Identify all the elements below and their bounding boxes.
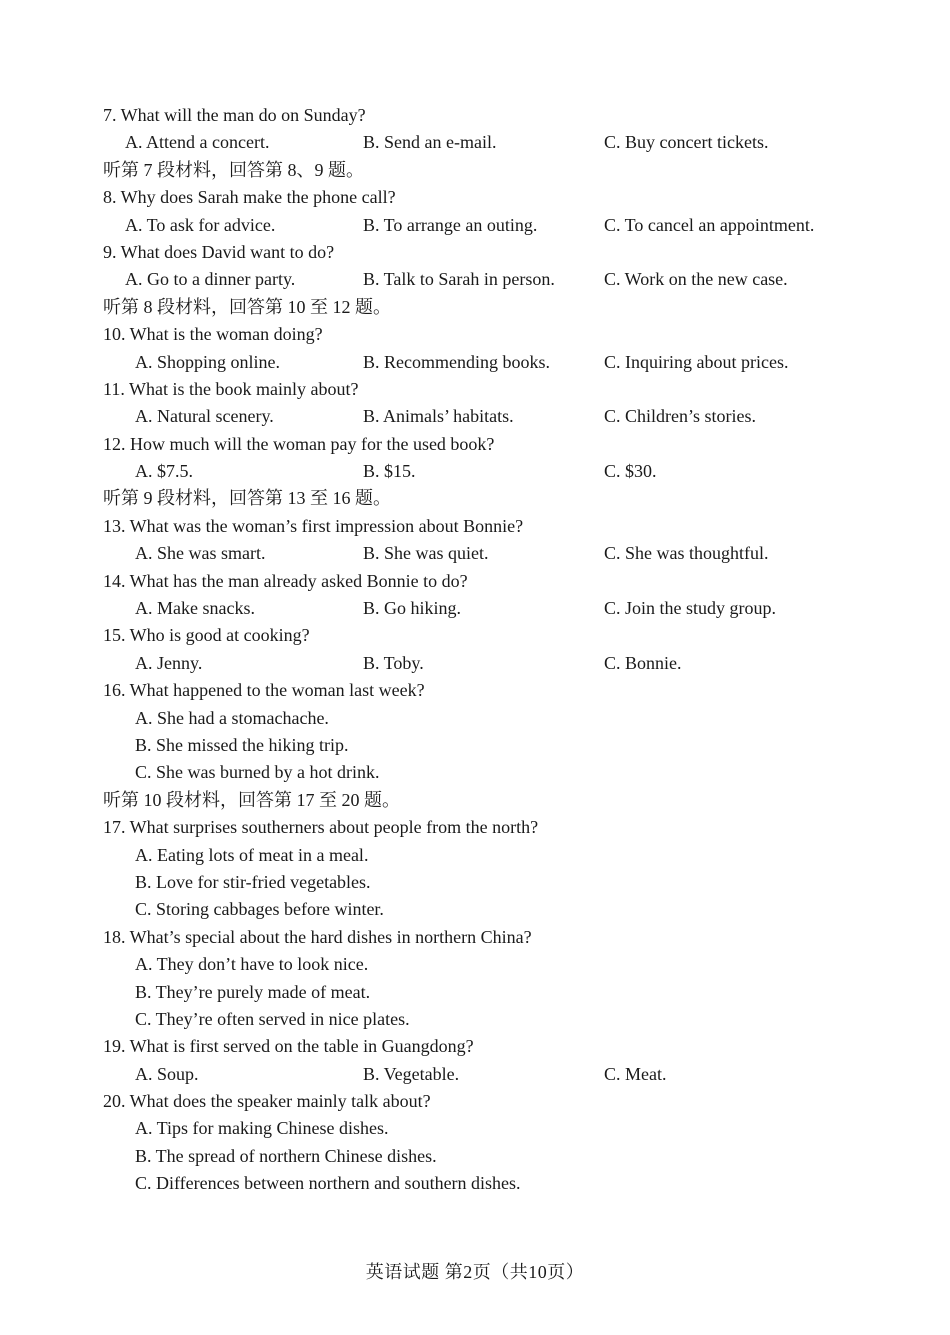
option-a: A. Attend a concert. xyxy=(125,132,270,153)
option-item: B. Love for stir-fried vegetables. xyxy=(135,871,371,892)
option-item: C. She was burned by a hot drink. xyxy=(135,762,380,783)
option-item: C. Differences between northern and southern dishes. xyxy=(135,1173,521,1194)
options-row xyxy=(103,595,903,622)
option-c: C. Buy concert tickets. xyxy=(604,132,769,153)
option-b: B. Toby. xyxy=(363,652,424,673)
options-row xyxy=(103,1061,903,1088)
option-a: A. Make snacks. xyxy=(135,598,255,619)
question-text: 12. How much will the woman pay for the used book? xyxy=(103,433,495,454)
option-c: C. Children’s stories. xyxy=(604,406,756,427)
option-b: B. Vegetable. xyxy=(363,1063,460,1084)
option-item: A. Tips for making Chinese dishes. xyxy=(135,1118,389,1139)
question-text: 16. What happened to the woman last week? xyxy=(103,680,425,701)
questions-content xyxy=(103,102,903,1198)
options-row xyxy=(103,540,903,567)
option-item: A. They don’t have to look nice. xyxy=(135,954,369,975)
option-a: A. Shopping online. xyxy=(135,351,281,372)
option-a: A. Jenny. xyxy=(135,652,203,673)
option-b: B. Go hiking. xyxy=(363,598,462,619)
question-text: 8. Why does Sarah make the phone call? xyxy=(103,187,396,208)
question-text: 7. What will the man do on Sunday? xyxy=(103,105,366,125)
option-a: A. She was smart. xyxy=(135,543,266,564)
section-instruction: 听第 7 段材料，回答第 8、9 题。 xyxy=(103,159,364,180)
option-b: B. $15. xyxy=(363,461,416,482)
options-row xyxy=(103,458,903,485)
option-b: B. Animals’ habitats. xyxy=(363,406,514,427)
option-item: B. The spread of northern Chinese dishes. xyxy=(135,1145,437,1166)
option-b: B. To arrange an outing. xyxy=(363,214,538,235)
option-b: B. Recommending books. xyxy=(363,351,550,372)
options-row xyxy=(103,212,903,239)
question-text: 20. What does the speaker mainly talk about? xyxy=(103,1091,431,1112)
option-b: B. She was quiet. xyxy=(363,543,489,564)
question-text: 10. What is the woman doing? xyxy=(103,324,323,345)
option-a: A. Natural scenery. xyxy=(135,406,274,427)
options-row xyxy=(103,650,903,677)
option-c: C. Bonnie. xyxy=(604,652,682,673)
option-c: C. $30. xyxy=(604,461,657,482)
option-c: C. To cancel an appointment. xyxy=(604,214,815,235)
option-c: C. Inquiring about prices. xyxy=(604,351,789,372)
option-item: B. They’re purely made of meat. xyxy=(135,981,371,1002)
options-row xyxy=(103,403,903,430)
option-c: C. Meat. xyxy=(604,1063,667,1084)
option-item: A. Eating lots of meat in a meal. xyxy=(135,844,369,865)
section-instruction: 听第 8 段材料，回答第 10 至 12 题。 xyxy=(103,296,391,317)
option-item: C. Storing cabbages before winter. xyxy=(135,899,384,920)
question-text: 11. What is the book mainly about? xyxy=(103,378,359,399)
options-row xyxy=(103,349,903,376)
question-text: 18. What’s special about the hard dishes in northern China? xyxy=(103,926,532,947)
option-item: B. She missed the hiking trip. xyxy=(135,734,349,755)
question-text: 19. What is first served on the table in Guangdong? xyxy=(103,1036,474,1057)
options-row xyxy=(103,266,903,293)
question-text: 9. What does David want to do? xyxy=(103,241,335,262)
options-row xyxy=(103,129,903,156)
option-a: A. Soup. xyxy=(135,1063,199,1084)
option-c: C. She was thoughtful. xyxy=(604,543,769,564)
option-item: C. They’re often served in nice plates. xyxy=(135,1008,410,1029)
option-a: A. $7.5. xyxy=(135,461,193,482)
question-text: 17. What surprises southerners about people from the north? xyxy=(103,817,539,838)
section-instruction: 听第 9 段材料，回答第 13 至 16 题。 xyxy=(103,488,391,509)
page-footer: 英语试题 第2页（共10页） xyxy=(365,1262,585,1282)
question-text: 14. What has the man already asked Bonnie to do? xyxy=(103,570,468,591)
option-a: A. To ask for advice. xyxy=(125,214,276,235)
section-instruction: 听第 10 段材料，回答第 17 至 20 题。 xyxy=(103,789,400,810)
question-text: 15. Who is good at cooking? xyxy=(103,625,310,646)
question-text: 13. What was the woman’s first impression about Bonnie? xyxy=(103,515,524,536)
option-c: C. Join the study group. xyxy=(604,598,777,619)
option-b: B. Talk to Sarah in person. xyxy=(363,269,555,290)
option-c: C. Work on the new case. xyxy=(604,269,788,290)
option-item: A. She had a stomachache. xyxy=(135,707,329,728)
option-b: B. Send an e-mail. xyxy=(363,132,497,153)
option-a: A. Go to a dinner party. xyxy=(125,269,296,290)
